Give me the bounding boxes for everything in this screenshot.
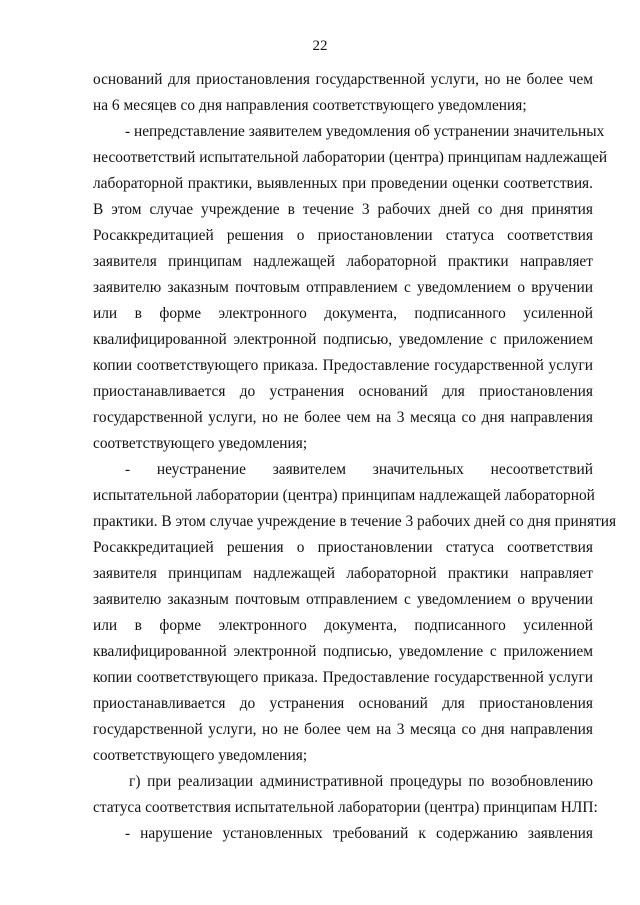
text-line: статуса соответствия испытательной лаборатории (центра) принципам НЛП: — [93, 799, 598, 816]
text-line: лабораторной практики, выявленных при проведении оценки соответствия. — [93, 175, 593, 192]
text-line: копии соответствующего приказа. Предоставление государственной услуги — [93, 669, 593, 686]
text-line: соответствующего уведомления; — [93, 747, 308, 764]
text-line: копии соответствующего приказа. Предоставление государственной услуги — [93, 357, 593, 374]
text-line: государственной услуги, но не более чем на 3 месяца со дня направления — [93, 721, 593, 738]
text-line: государственной услуги, но не более чем на 3 месяца со дня направления — [93, 409, 593, 426]
text-line: - нарушение установленных требований к содержанию заявления — [125, 825, 593, 842]
text-line: практики. В этом случае учреждение в течение 3 рабочих дней со дня принятия — [93, 513, 617, 530]
text-line: заявителя принципам надлежащей лабораторной практики направляет — [93, 565, 593, 582]
text-line: соответствующего уведомления; — [93, 435, 308, 452]
text-line: - неустранение заявителем значительных несоответствий — [125, 461, 593, 478]
text-line: приостанавливается до устранения оснований для приостановления — [93, 383, 593, 400]
text-line: - непредставление заявителем уведомления об устранении значительных — [125, 123, 605, 140]
text-line: г) при реализации административной процедуры по возобновлению — [129, 773, 593, 790]
text-line: оснований для приостановления государственной услуги, но не более чем — [93, 71, 593, 88]
text-line: или в форме электронного документа, подписанного усиленной — [93, 305, 593, 322]
text-line: заявителю заказным почтовым отправлением с уведомлением о вручении — [93, 279, 593, 296]
text-line: квалифицированной электронной подписью, уведомление с приложением — [93, 331, 593, 348]
text-line: на 6 месяцев со дня направления соответствующего уведомления; — [93, 97, 527, 114]
text-line: Росаккредитацией решения о приостановлении статуса соответствия — [93, 227, 593, 244]
text-line: Росаккредитацией решения о приостановлении статуса соответствия — [93, 539, 593, 556]
text-line: приостанавливается до устранения оснований для приостановления — [93, 695, 593, 712]
text-line: В этом случае учреждение в течение 3 рабочих дней со дня принятия — [93, 201, 593, 218]
page-number: 22 — [312, 38, 328, 54]
text-line: несоответствий испытательной лаборатории (центра) принципам надлежащей — [93, 149, 608, 166]
text-line: испытательной лаборатории (центра) принципам надлежащей лабораторной — [93, 487, 595, 504]
text-line: или в форме электронного документа, подписанного усиленной — [93, 617, 593, 634]
text-line: заявителю заказным почтовым отправлением с уведомлением о вручении — [93, 591, 593, 608]
text-line: заявителя принципам надлежащей лабораторной практики направляет — [93, 253, 593, 270]
text-line: квалифицированной электронной подписью, уведомление с приложением — [93, 643, 593, 660]
